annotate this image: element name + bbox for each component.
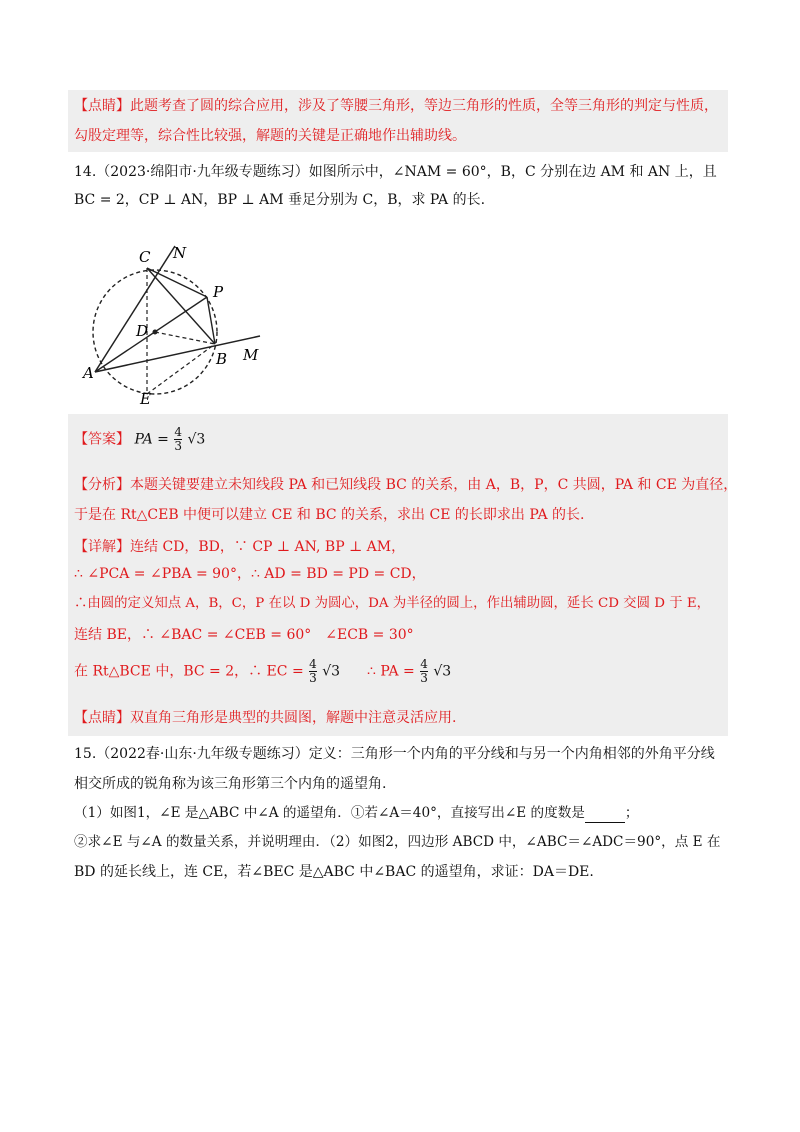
ec-radical: √3 <box>322 663 341 680</box>
detail-line-3: ∴由圆的定义知点 A，B，C，P 在以 D 为圆心，DA 为半径的圆上，作出辅助圆，延长 CD 交圆 D 于 E， <box>74 596 711 611</box>
remark-1-text: 此题考查了圆的综合应用，涉及了等腰三角形，等边三角形的性质，全等三角形的判定与性质， <box>130 98 718 114</box>
remark-2-tag: 【点睛】 <box>74 710 130 726</box>
remark-1-line-1 <box>74 96 718 116</box>
label-b: B <box>216 350 228 368</box>
detail-text-1: 连结 CD，BD，∵ CP ⊥ AN, BP ⊥ AM， <box>130 539 406 555</box>
analysis-line-1 <box>74 475 737 495</box>
answer-radical: √3 <box>187 431 206 448</box>
question-15-line-3 <box>74 803 638 823</box>
analysis-line-2: 于是在 Rt△CEB 中便可以建立 CE 和 BC 的关系，求出 CE 的长即求出 PA 的长. <box>74 507 585 523</box>
pa-fraction <box>420 658 428 685</box>
remark-1-line-2: 勾股定理等，综合性比较强，解题的关键是正确地作出辅助线。 <box>74 128 466 144</box>
question-14-number: 14. <box>74 164 97 180</box>
detail-line-5 <box>74 658 451 692</box>
question-14-text-1: 如图所示中，∠NAM = 60°，B，C 分别在边 AM 和 AN 上，且 <box>308 164 717 180</box>
remark-2-text: 双直角三角形是典型的共圆图，解题中注意灵活应用. <box>130 710 457 726</box>
pa-numerator: 4 <box>420 657 428 671</box>
question-15-line-5: BD 的延长线上，连 CE，若∠BEC 是△ABC 中∠BAC 的遥望角，求证：DA＝DE. <box>74 864 594 880</box>
label-d: D <box>136 322 149 340</box>
analysis-text-1: 本题关键要建立未知线段 PA 和已知线段 BC 的关系，由 A，B，P，C 共圆，PA 和 CE 为直径， <box>130 477 738 493</box>
question-15-line-4: ②求∠E 与∠A 的数量关系，并说明理由．（2）如图2，四边形 ABCD 中，∠ABC＝∠ADC＝90°，点 E 在 <box>74 834 721 850</box>
pa-radical: √3 <box>433 663 452 680</box>
remark-1-tag: 【点睛】 <box>74 98 130 114</box>
question-15-line-2: 相交所成的锐角称为该三角形第三个内角的遥望角. <box>74 776 387 792</box>
label-c: C <box>139 248 151 266</box>
answer-blank[interactable] <box>585 808 625 823</box>
label-m: M <box>243 346 259 364</box>
label-a: A <box>83 364 94 382</box>
question-15-text-3a: （1）如图1，∠E 是△ABC 中∠A 的遥望角．①若∠A＝40°，直接写出∠E 的度数是 <box>74 805 585 821</box>
question-14-line-2: BC = 2，CP ⊥ AN，BP ⊥ AM 垂足分别为 C，B，求 PA 的长. <box>74 192 486 208</box>
analysis-tag: 【分析】 <box>74 477 130 493</box>
pa-denominator: 3 <box>420 671 428 685</box>
answer-denominator: 3 <box>174 439 182 453</box>
question-14-source: （2023·绵阳市·九年级专题练习） <box>96 164 309 180</box>
ec-denominator: 3 <box>309 671 317 685</box>
answer-tag: 【答案】 <box>74 431 130 448</box>
question-14-line-1 <box>74 162 717 182</box>
question-15-text-3b: ； <box>624 805 639 821</box>
detail-line-2: ∴ ∠PCA = ∠PBA = 90°，∴ AD = BD = PD = CD， <box>74 566 426 582</box>
ec-numerator: 4 <box>309 657 317 671</box>
question-15-text-1: 定义：三角形一个内角的平分线和与另一个内角相邻的外角平分线 <box>308 746 715 762</box>
answer-fraction <box>174 426 182 453</box>
detail-tag: 【详解】 <box>74 539 130 555</box>
label-e: E <box>140 390 151 408</box>
remark-2-line <box>74 708 456 728</box>
geometry-figure <box>75 240 275 410</box>
detail-line-1 <box>74 537 405 557</box>
ec-fraction <box>309 658 317 685</box>
question-15-source: （2022春·山东·九年级专题练习） <box>96 746 309 762</box>
answer-lhs: PA = <box>134 431 169 448</box>
detail-text-5b: ∴ PA = <box>366 663 415 680</box>
answer-line <box>74 426 205 458</box>
answer-numerator: 4 <box>174 425 182 439</box>
detail-text-5a: 在 Rt△BCE 中，BC = 2，∴ EC = <box>74 663 304 680</box>
question-15-number: 15. <box>74 746 97 762</box>
question-15-line-1 <box>74 744 715 764</box>
detail-line-4: 连结 BE，∴ ∠BAC = ∠CEB = 60° ∠ECB = 30° <box>74 627 414 643</box>
label-p: P <box>213 283 224 301</box>
label-n: N <box>173 244 187 262</box>
